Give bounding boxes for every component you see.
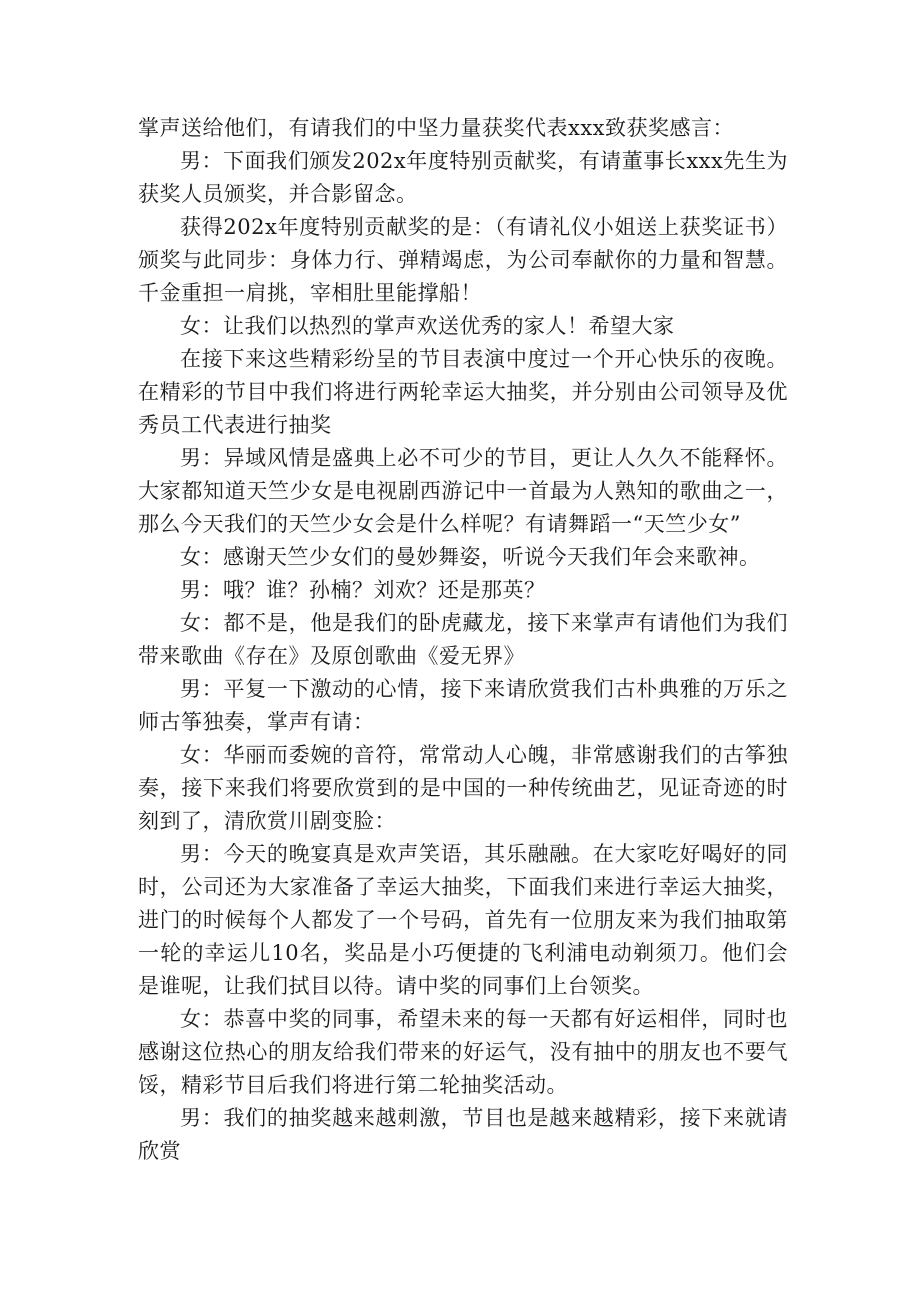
paragraph: 掌声送给他们，有请我们的中坚力量获奖代表xxx致获奖感言： — [138, 116, 735, 140]
paragraph: 男：今天的晚宴真是欢声笑语，其乐融融。在大家吃好喝好的同时，公司还为大家准备了幸运大抽奖，下面我们来进行幸运大抽奖，进门的时候每个人都发了一个号码，首先有一位朋友来为我们抽取第一轮的幸运儿10名，奖品是小巧便捷的飞利浦电动剃须刀。他们会是谁呢，让我们拭目以待。请中奖的同事们上台领奖。 — [138, 842, 788, 998]
paragraph: 男：哦？谁？孙楠？刘欢？还是那英？ — [180, 578, 546, 602]
paragraph: 获得202x年度特别贡献奖的是：（有请礼仪小姐送上获奖证书）颁奖与此同步：身体力行、弹精竭虑，为公司奉献你的力量和智慧。千金重担一肩挑，宰相肚里能撑船！ — [138, 215, 788, 305]
paragraph: 男：异域风情是盛典上必不可少的节目，更让人久久不能释怀。大家都知道天竺少女是电视剧西游记中一首最为人熟知的歌曲之一，那么今天我们的天竺少女会是什么样呢？有请舞蹈一“天竺少女” — [138, 446, 788, 536]
paragraph: 女：感谢天竺少女们的曼妙舞姿，听说今天我们年会来歌神。 — [180, 545, 761, 569]
document-body — [138, 112, 788, 1168]
paragraph: 男：平复一下激动的心情，接下来请欣赏我们古朴典雅的万乐之师古筝独奏，掌声有请： — [138, 677, 788, 734]
paragraph: 女：都不是，他是我们的卧虎藏龙，接下来掌声有请他们为我们带来歌曲《存在》及原创歌曲《爱无界》 — [138, 611, 788, 668]
paragraph: 女：让我们以热烈的掌声欢送优秀的家人！希望大家 — [180, 314, 675, 338]
paragraph: 女：华丽而委婉的音符，常常动人心魄，非常感谢我们的古筝独奏，接下来我们将要欣赏到的是中国的一种传统曲艺，见证奇迹的时刻到了，清欣赏川剧变脸： — [138, 743, 788, 833]
paragraph: 在接下来这些精彩纷呈的节目表演中度过一个开心快乐的夜晚。在精彩的节目中我们将进行两轮幸运大抽奖，并分别由公司领导及优秀员工代表进行抽奖 — [138, 347, 788, 437]
paragraph: 男：下面我们颁发202x年度特别贡献奖，有请董事长xxx先生为获奖人员颁奖，并合影留念。 — [138, 149, 788, 206]
paragraph: 男：我们的抽奖越来越刺激，节目也是越来越精彩，接下来就请欣赏 — [138, 1106, 788, 1163]
paragraph: 女：恭喜中奖的同事，希望未来的每一天都有好运相伴，同时也感谢这位热心的朋友给我们带来的好运气，没有抽中的朋友也不要气馁，精彩节目后我们将进行第二轮抽奖活动。 — [138, 1007, 788, 1097]
